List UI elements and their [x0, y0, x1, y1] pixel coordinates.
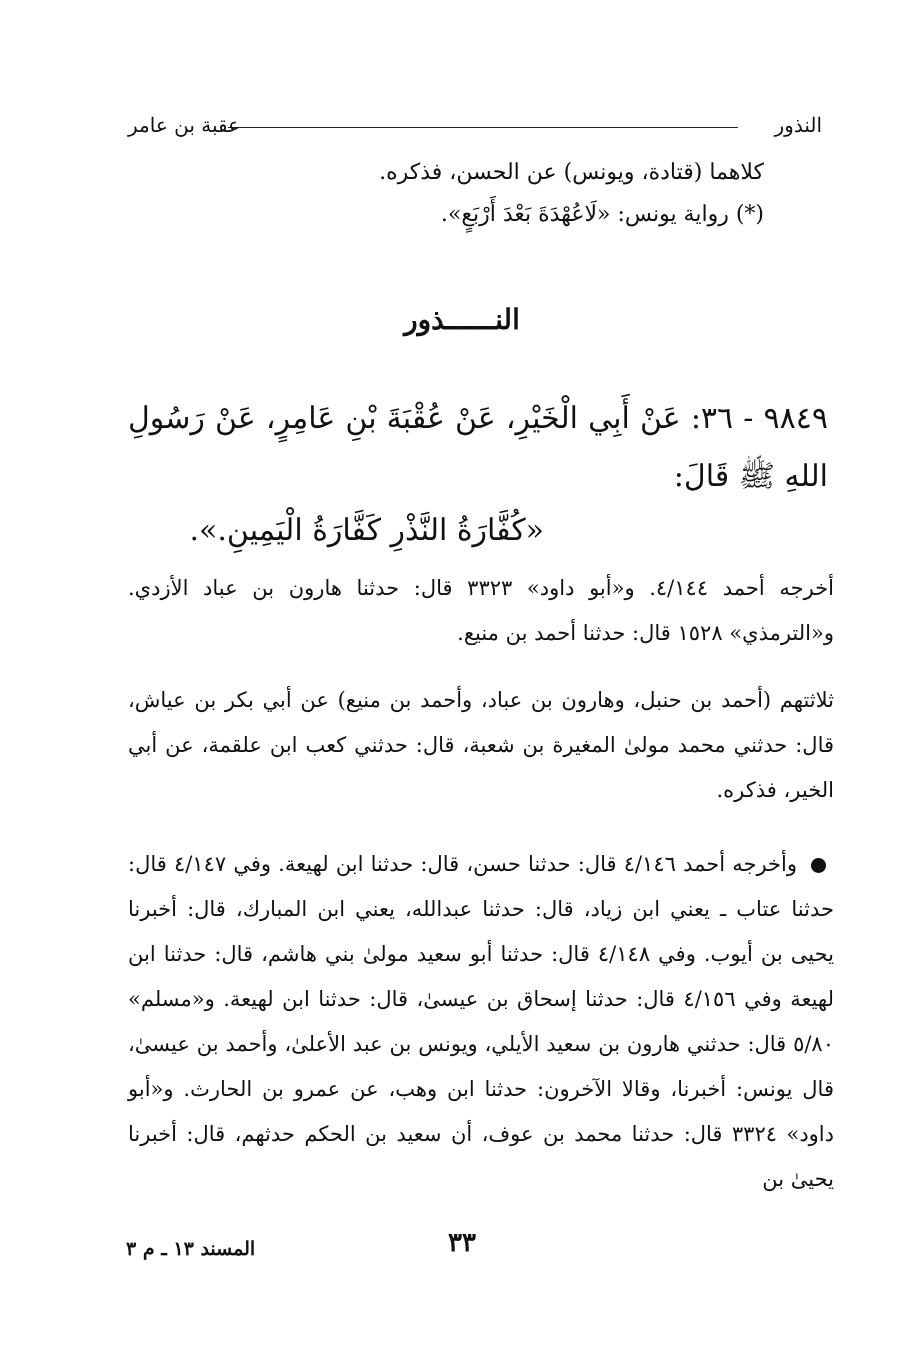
hadith-heading	[128, 390, 828, 506]
section-title: النــــــذور	[404, 303, 520, 336]
header-chapter-title: النذور	[774, 113, 822, 137]
takhrij-paragraph-3-text: وأخرجه أحمد ٤/١٤٦ قال: حدثنا حسن، قال: حدثنا ابن لهيعة. وفي ٤/١٤٧ قال: حدثنا عتاب ـ يعني ابن زياد، قال: حدثنا عبدالله، يعني ابن المبارك، قال: أخبرنا يحيى بن أيوب. وفي ٤/١٤٨ قال: حدثنا أبو سعيد مولىٰ بني هاشم، قال: حدثنا ابن لهيعة وفي ٤/١٥٦ قال: حدثنا إسحاق بن عيسىٰ، قال: حدثنا ابن لهيعة. و«مسلم» ٥/٨٠ قال: حدثني هارون بن سعيد الأيلي، ويونس بن عبد الأعلىٰ، وأحمد بن عيسىٰ، قال يونس: أخبرنا، وقالا الآخرون: حدثنا ابن وهب، عن عمرو بن الحارث. و«أبو داود» ٣٣٢٤ قال: حدثنا محمد بن عوف، أن سعيد بن الحكم حدثهم، قال: أخبرنا يحيىٰ بن	[128, 852, 834, 1191]
header-narrator-name: عقبة بن عامر	[128, 113, 241, 137]
top-note	[164, 152, 764, 236]
volume-signature: المسند ١٣ ـ م ٣	[126, 1238, 256, 1260]
takhrij-paragraph-1: أخرجه أحمد ٤/١٤٤. و«أبو داود» ٣٣٢٣ قال: حدثنا هارون بن عباد الأزدي. و«الترمذي» ١٥٢٨ قال: حدثنا أحمد بن منيع.	[128, 576, 834, 645]
hadith-chain: عَنْ أَبِي الْخَيْرِ، عَنْ عُقْبَةَ بْنِ عَامِرٍ، عَنْ رَسُولِ اللهِ ﷺ قَالَ:	[128, 401, 828, 494]
hadith-number: ٩٨٤٩ - ٣٦:	[690, 401, 828, 436]
page-number: ٣٣	[448, 1228, 476, 1258]
header-rule	[228, 127, 738, 128]
takhrij-paragraph-2: ثلاثتهم (أحمد بن حنبل، وهارون بن عباد، وأحمد بن منيع) عن أبي بكر بن عياش، قال: حدثني محمد مولىٰ المغيرة بن شعبة، قال: حدثني كعب ابن علقمة، عن أبي الخير، فذكره.	[128, 688, 834, 802]
takhrij-paragraph-3	[128, 842, 834, 1202]
top-note-line-1: كلاهما (قتادة، ويونس) عن الحسن، فذكره.	[379, 160, 764, 185]
top-note-line-2: (*) رواية يونس: «لَاعُهْدَةَ بَعْدَ أَرْبَعٍ».	[440, 202, 764, 227]
bullet-icon	[811, 858, 826, 873]
running-header	[128, 110, 822, 144]
hadith-text: «كُفَّارَةُ النَّذْرِ كَفَّارَةُ الْيَمِينِ.».	[189, 513, 544, 548]
